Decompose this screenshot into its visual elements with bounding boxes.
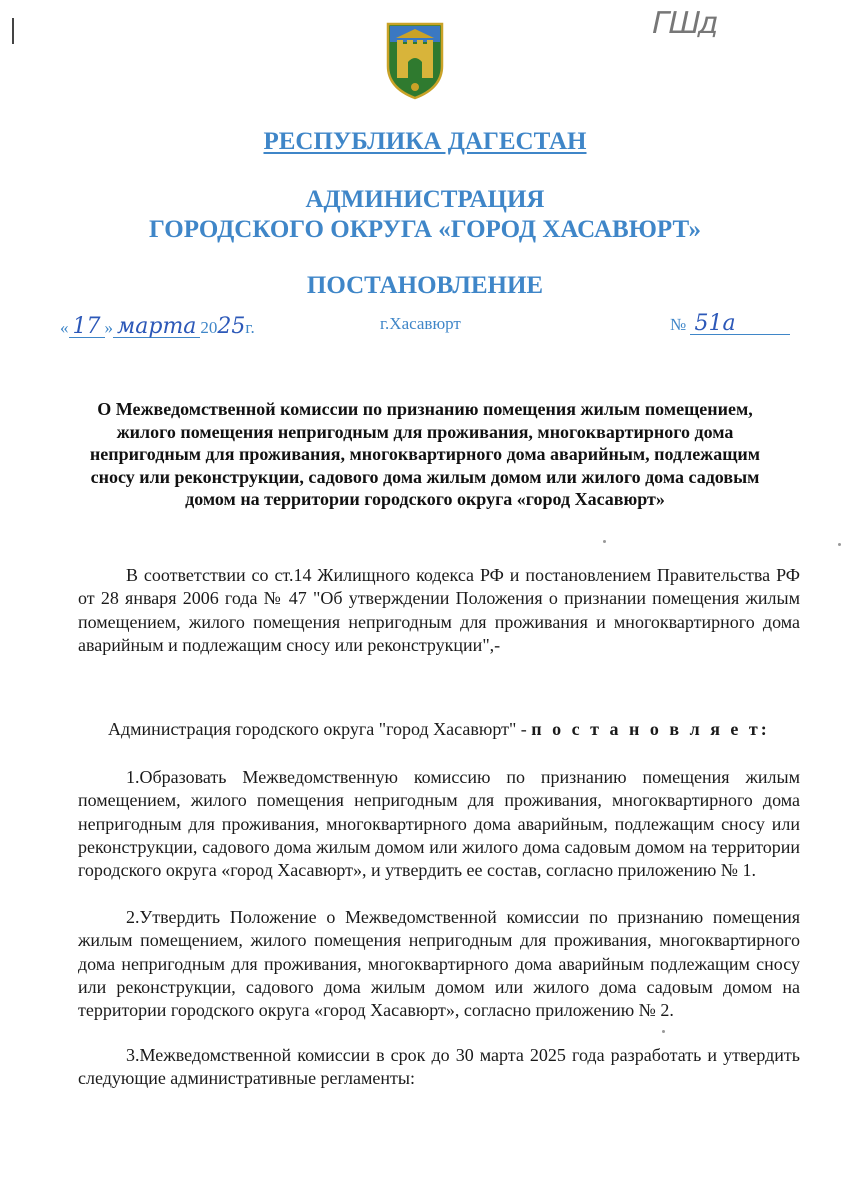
date-year-suffix: 25 — [217, 314, 246, 339]
administration-heading-line2: ГОРОДСКОГО ОКРУГА «ГОРОД ХАСАВЮРТ» — [149, 216, 701, 243]
number-label: № — [670, 315, 687, 334]
resolves-paragraph — [78, 718, 800, 741]
margin-mark — [12, 18, 14, 44]
number-value: 51а — [690, 314, 790, 335]
resolves-prefix: Администрация городского округа "город Хасавюрт" - — [108, 719, 527, 739]
basis-paragraph: В соответствии со ст.14 Жилищного кодекса РФ и постановлением Правительства РФ от 28 января 2006 года № 47 "Об утверждении Положения о признании помещения жилым помещением, жилого помещения непригодным для проживания и многоквартирного дома аварийным и подлежащим сносу или реконструкции",- — [78, 565, 800, 655]
coat-of-arms-icon — [384, 20, 446, 100]
handwritten-corner-note: ГШд — [648, 6, 721, 41]
item-2-paragraph: 2.Утвердить Положение о Межведомственной комиссии по признанию помещения жилым помещением, жилого помещения непригодным для проживания, многоквартирного дома непригодным для проживания, многоквартирного дома аварийным подлежащим сносу или реконструкции, садового дома жилым домом или жилого дома садовым домом на территории городского округа «город Хасавюрт», согласно приложению № 2. — [78, 907, 800, 1021]
date-year-abbr: г. — [245, 318, 255, 337]
document-title: О Межведомственной комиссии по признанию помещения жилым помещением, жилого помещения непригодным для проживания, многоквартирного дома непригодным для проживания, многоквартирного дома аварийным, подлежащим сносу или реконструкции, садового дома жилым домом или жилого дома садовым домом на территории городского округа «город Хасавюрт» — [89, 399, 761, 510]
item-3-paragraph: 3.Межведомственной комиссии в срок до 30 марта 2025 года разработать и утвердить следующие административные регламенты: — [78, 1045, 800, 1089]
republic-heading: РЕСПУБЛИКА ДАГЕСТАН — [263, 128, 587, 155]
item-1-paragraph: 1.Образовать Межведомственную комиссию по признанию помещения жилым помещением, жилого помещения непригодным для проживания, многоквартирного дома непригодным для проживания, многоквартирного дома аварийным, подлежащим сносу или реконструкции, садового дома жилым домом или жилого дома садовым домом на территории городского округа «город Хасавюрт», и утвердить ее состав, согласно приложению № 1. — [78, 767, 800, 881]
date-open-quote: « — [60, 318, 69, 337]
scan-speck — [838, 543, 841, 546]
document-date — [60, 314, 255, 339]
date-year-prefix: 20 — [200, 318, 218, 337]
resolves-word: п о с т а н о в л я е т: — [531, 719, 770, 739]
document-city: г.Хасавюрт — [380, 314, 461, 333]
document-number — [670, 311, 790, 336]
scan-speck — [662, 1030, 665, 1033]
administration-heading: АДМИНИСТРАЦИЯ — [305, 186, 545, 213]
date-row — [60, 308, 800, 342]
scan-speck — [603, 540, 606, 543]
document-type-heading: ПОСТАНОВЛЕНИЕ — [306, 272, 544, 299]
date-close-quote: » — [104, 318, 113, 337]
date-month: марта — [113, 317, 200, 338]
date-day: 17 — [69, 317, 105, 338]
